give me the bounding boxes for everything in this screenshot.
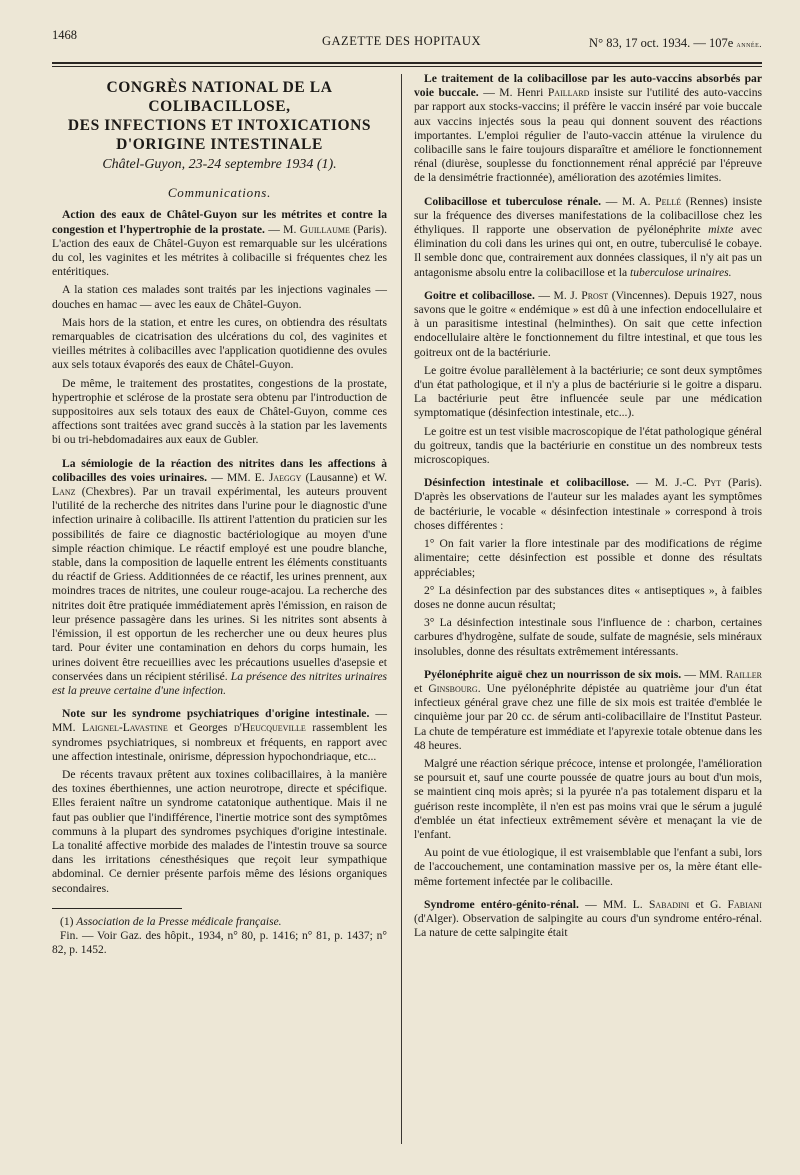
author-name: Ginsbourg — [428, 681, 478, 695]
paragraph: Le goitre évolue parallèlement à la bactériurie; ce sont deux symptômes d'un état pathologique, et il n'y a plus de bactériurie si le goitre a disparu. La bactériurie peut être influencée seule par une médication symptomatique (désinfection intestinale, etc...). — [414, 363, 762, 420]
article-title: Désinfection intestinale et colibacillose. — [424, 476, 630, 490]
footnote-rule — [52, 908, 182, 909]
article-sabadini-fabiani: Syndrome entéro-génito-rénal. — MM. L. Sabadini et G. Fabiani (d'Alger). Observation de salpingite au cours d'un syndrome entéro-rénal. La nature de cette salpingite était — [414, 897, 762, 940]
page-number: 1468 — [52, 28, 77, 42]
author-name: Lanz — [52, 485, 76, 499]
article-title: Colibacillose et tuberculose rénale. — [424, 194, 602, 208]
paragraph: Mais hors de la station, et entre les cures, on obtiendra des résultats remarquables de cicatrisation des ulcérations du col, des vaginites et vieilles métrites à colibacilles avec l'application quotidienne des ovules aux sels totaux évaporés des eaux de Châtel-Guyon. — [52, 315, 387, 372]
issue-info: N° 83, 17 oct. 1934. — 107e année. — [589, 36, 762, 50]
paragraph: A la station ces malades sont traités par les injections vaginales — douches en hamac — avec les eaux de Châtel-Guyon. — [52, 283, 387, 311]
author-name: Laignel-Lavastine — [82, 721, 168, 735]
article-railler-ginsbourg: Pyélonéphrite aiguë chez un nourrisson de six mois. — MM. Railler et Ginsbourg. Une pyélonéphrite dépistée au quatrième jour d'un état infectieux général grave chez une fille de six mois est traitée d'emblée le cinquième jour par 20 cc. de sérum anti-colibacillaire de l'Institut Pasteur. La chute de température est immédiate et l'apyrexie totale obtenue dans les 48 heures. — [414, 667, 763, 752]
article-laignel-lavastine: Note sur les syndrome psychiatriques d'origine intestinale. — MM. Laignel-Lavastine et Georges d'Heucqueville rassemblent les syndromes psychiatriques, si nombreux et fréquents, en rapport avec une affection intestinale, onirisme, dépression hypochondriaque, etc... — [52, 707, 387, 763]
list-item: 1° On fait varier la flore intestinale par des modifications de régime alimentaire; cette désinfection est possible et donne des résultats appréciables; — [414, 537, 762, 579]
paragraph: Au point de vue étiologique, il est vraisemblable que l'enfant a subi, lors de l'accouchement, une contamination massive per os, la mère étant elle-même fortement infectée par le colibacille. — [414, 846, 762, 888]
congress-subtitle: Châtel-Guyon, 23-24 septembre 1934 (1). — [102, 157, 337, 172]
article-title: Note sur les syndrome psychiatriques d'origine intestinale. — [62, 707, 370, 721]
paragraph: De même, le traitement des prostatites, congestions de la prostate, hypertrophie et sclérose de la prostate sera obtenu par l'introduction de suppositoires aux sels totaux des eaux de Châtel-Guyon, comme ces affections sont traitées avec grand succès à la station par les lavements bi ou tri-hebdomadaires aux eaux de Gubler. — [52, 376, 387, 447]
article-title: Le traitement de la colibacillose par les auto-vaccins absorbés par voie buccale. — [414, 72, 762, 100]
article-guillaume: Action des eaux de Châtel-Guyon sur les métrites et contre la congestion et l'hypertrophie de la prostate. — M. Guillaume (Paris). L'action des eaux de Châtel-Guyon est remarquable sur les ulcérations du col, les vaginites et les métrites à colibacille si fréquentes chez les entéritiques. — [52, 208, 388, 279]
paragraph: Malgré une réaction sérique précoce, intense et prolongée, l'amélioration se poursuit et, sauf une courte poussée de quatre jours au bout d'un mois, se maintient cinq mois après; si la pyurée n'a pas totalement disparu et la guérison reste incomplète, il n'en est pas moins vrai que le sérum a jugulé d'emblée un état infectieux extrêmement sévère et menaçant la vie de l'enfant. — [414, 756, 762, 841]
running-head — [52, 28, 762, 54]
author-name: Railler — [725, 667, 763, 681]
paragraph: Le goitre est un test visible macroscopique de l'état pathologique général du goitreux, tandis que la bactériurie en constitue un des nombreux tests microscopiques. — [414, 424, 762, 467]
article-title: Pyélonéphrite aiguë chez un nourrisson de six mois. — [424, 667, 682, 681]
header-rule — [52, 62, 762, 64]
paragraph: De récents travaux prêtent aux toxines colibacillaires, à la manière des toxines éberthiennes, une action neurotrope, directe et spécifique. Elles feraient naître un syndrome catatonique authentique. Mais il ne faut pas oublier que l'indifférence, l'inertie motrice sont des symptômes communs à la plupart des syndromes psychiques d'origine intestinale. La tonalité affective morbide des malades de l'intestin trouve sa source dans les irritations cénesthésiques que reçoit leur sympathique abdominal. Ce dernier présente parfois même des lésions organiques secondaires. — [52, 767, 387, 895]
author-name: Jaeggy — [268, 470, 302, 484]
author-name: Prost — [581, 288, 609, 302]
article-paillard: Le traitement de la colibacillose par les auto-vaccins absorbés par voie buccale. — M. Henri Paillard insiste sur l'utilité des auto-vaccins par rapport aux stocks-vaccins; il préfère le vaccin inséré par voie buccale aux vaccins injectés sous la peau qui donnent souvent des réactions importantes. L'emploi régulier de l'auto-vaccin atténue la virulence du colibacille sans le faire toujours disparaître et améliore le fonctionnement rénal (diurèse, souplesse du fonctionnement rénal apprécié par l'épreuve de la densimétrie fractionnée), amélioration des azotémies limites. — [414, 72, 763, 185]
author-name: Pellé — [655, 194, 682, 208]
article-title: Action des eaux de Châtel-Guyon sur les métrites et contre la congestion et l'hypertrophie de la prostate. — [52, 208, 387, 236]
list-item: 2° La désinfection par des substances dites « antiseptiques », à faibles doses ne donne aucun résultat; — [414, 583, 762, 611]
author-name: Guillaume — [299, 222, 350, 236]
congress-title: CONGRÈS NATIONAL DE LA COLIBACILLOSE, DES INFECTIONS ET INTOXICATIONS D'ORIGINE INTESTINALE — [67, 79, 372, 153]
author-name: Sabadini — [648, 897, 690, 911]
article-title: Goitre et colibacillose. — [424, 288, 535, 302]
footnote: Fin. — Voir Gaz. des hôpit., 1934, n° 80, p. 1416; n° 81, p. 1437; n° 82, p. 1452. — [52, 929, 387, 956]
article-title: Syndrome entéro-génito-rénal. — [424, 897, 579, 911]
author-name: d'Heucqueville — [233, 721, 306, 735]
article-jaeggy-lanz: La sémiologie de la réaction des nitrites dans les affections à colibacilles des voies urinaires. — MM. E. Jaeggy (Lausanne) et W. Lanz (Chexbres). Par un travail expérimental, les auteurs prouvent l'utilité de la recherche des nitrites dans l'urine pour le diagnostic d'une infection urinaire à colibacille. Ils attirent l'attention du praticien sur les possibilités de faire ce diagnostic bactériologique au moyen d'une simple réaction chimique. Le réactif employé est une poudre blanche, stable, dans la composition de laquelle entrent les éléments constituants du réactif de Griess. Additionnées de ce réactif, les urines prennent, aux moindres traces de nitrites, une couleur rouge-acajou. La recherche des nitrites doit être pratiquée immédiatement après l'émission, en raison de leur présence passagère dans les urines. Si les nitrites sont absents à l'émission, il est opportun de les rechercher une ou deux heures plus tard. Pour éviter une contamination en dehors du corps humain, les urines doivent être recueillies avec les précautions usuelles d'asepsie et conservées dans un récipient stérilisé. La présence des nitrites urinaires est la preuve certaine d'une infection. — [52, 456, 388, 697]
left-column — [52, 72, 387, 957]
article-prost: Goitre et colibacillose. — M. J. Prost (Vincennes). Depuis 1927, nous savons que le goitre « endémique » est dû à une infection endocellulaire et à un parasitisme intestinal (helminthes). On sait que cette infection endocellulaire altère le fonctionnement du filtre intestinal, et que tous les goitreux ont de la bactériurie. — [414, 288, 763, 359]
journal-title: GAZETTE DES HOPITAUX — [322, 34, 481, 48]
author-name: Paillard — [547, 86, 590, 100]
article-pelle: Colibacillose et tuberculose rénale. — M. A. Pellé (Rennes) insiste sur la fréquence des diverses manifestations de la colibacillose chez les éthyliques. Il rapporte une observation de pyélonéphrite mixte avec élimination du coli dans les urines qui ont, en outre, tuberculisé le cobaye. Il semble donc que, contrairement aux données classiques, il n'y ait pas un antagonisme absolu entre la colibacillose et la tuberculose urinaires. — [414, 194, 762, 279]
article-title: La sémiologie de la réaction des nitrites dans les affections à colibacilles des voies urinaires. — [52, 456, 387, 484]
column-divider — [401, 74, 402, 1144]
list-item: 3° La désinfection intestinale sous l'influence de : charbon, certaines carbures d'hydrogène, sulfate de soude, sulfate de magnésie, sels minéraux insolubles, donne des résultats extrêmement intéressants. — [414, 616, 762, 658]
article-pyt: Désinfection intestinale et colibacillose. — M. J.-C. Pyt (Paris). D'après les observations de l'auteur sur les malades ayant les symptômes de bactériurie, le vocable « désinfection intestinale » correspond à trois choses différentes : — [414, 476, 762, 532]
right-column — [414, 72, 762, 944]
section-heading: Communications. — [167, 185, 272, 201]
footnote: (1) Association de la Presse médicale française. — [60, 915, 282, 928]
author-name: Pyt — [703, 476, 722, 490]
header-rule-thin — [52, 66, 762, 67]
author-name: Fabiani — [727, 897, 762, 911]
